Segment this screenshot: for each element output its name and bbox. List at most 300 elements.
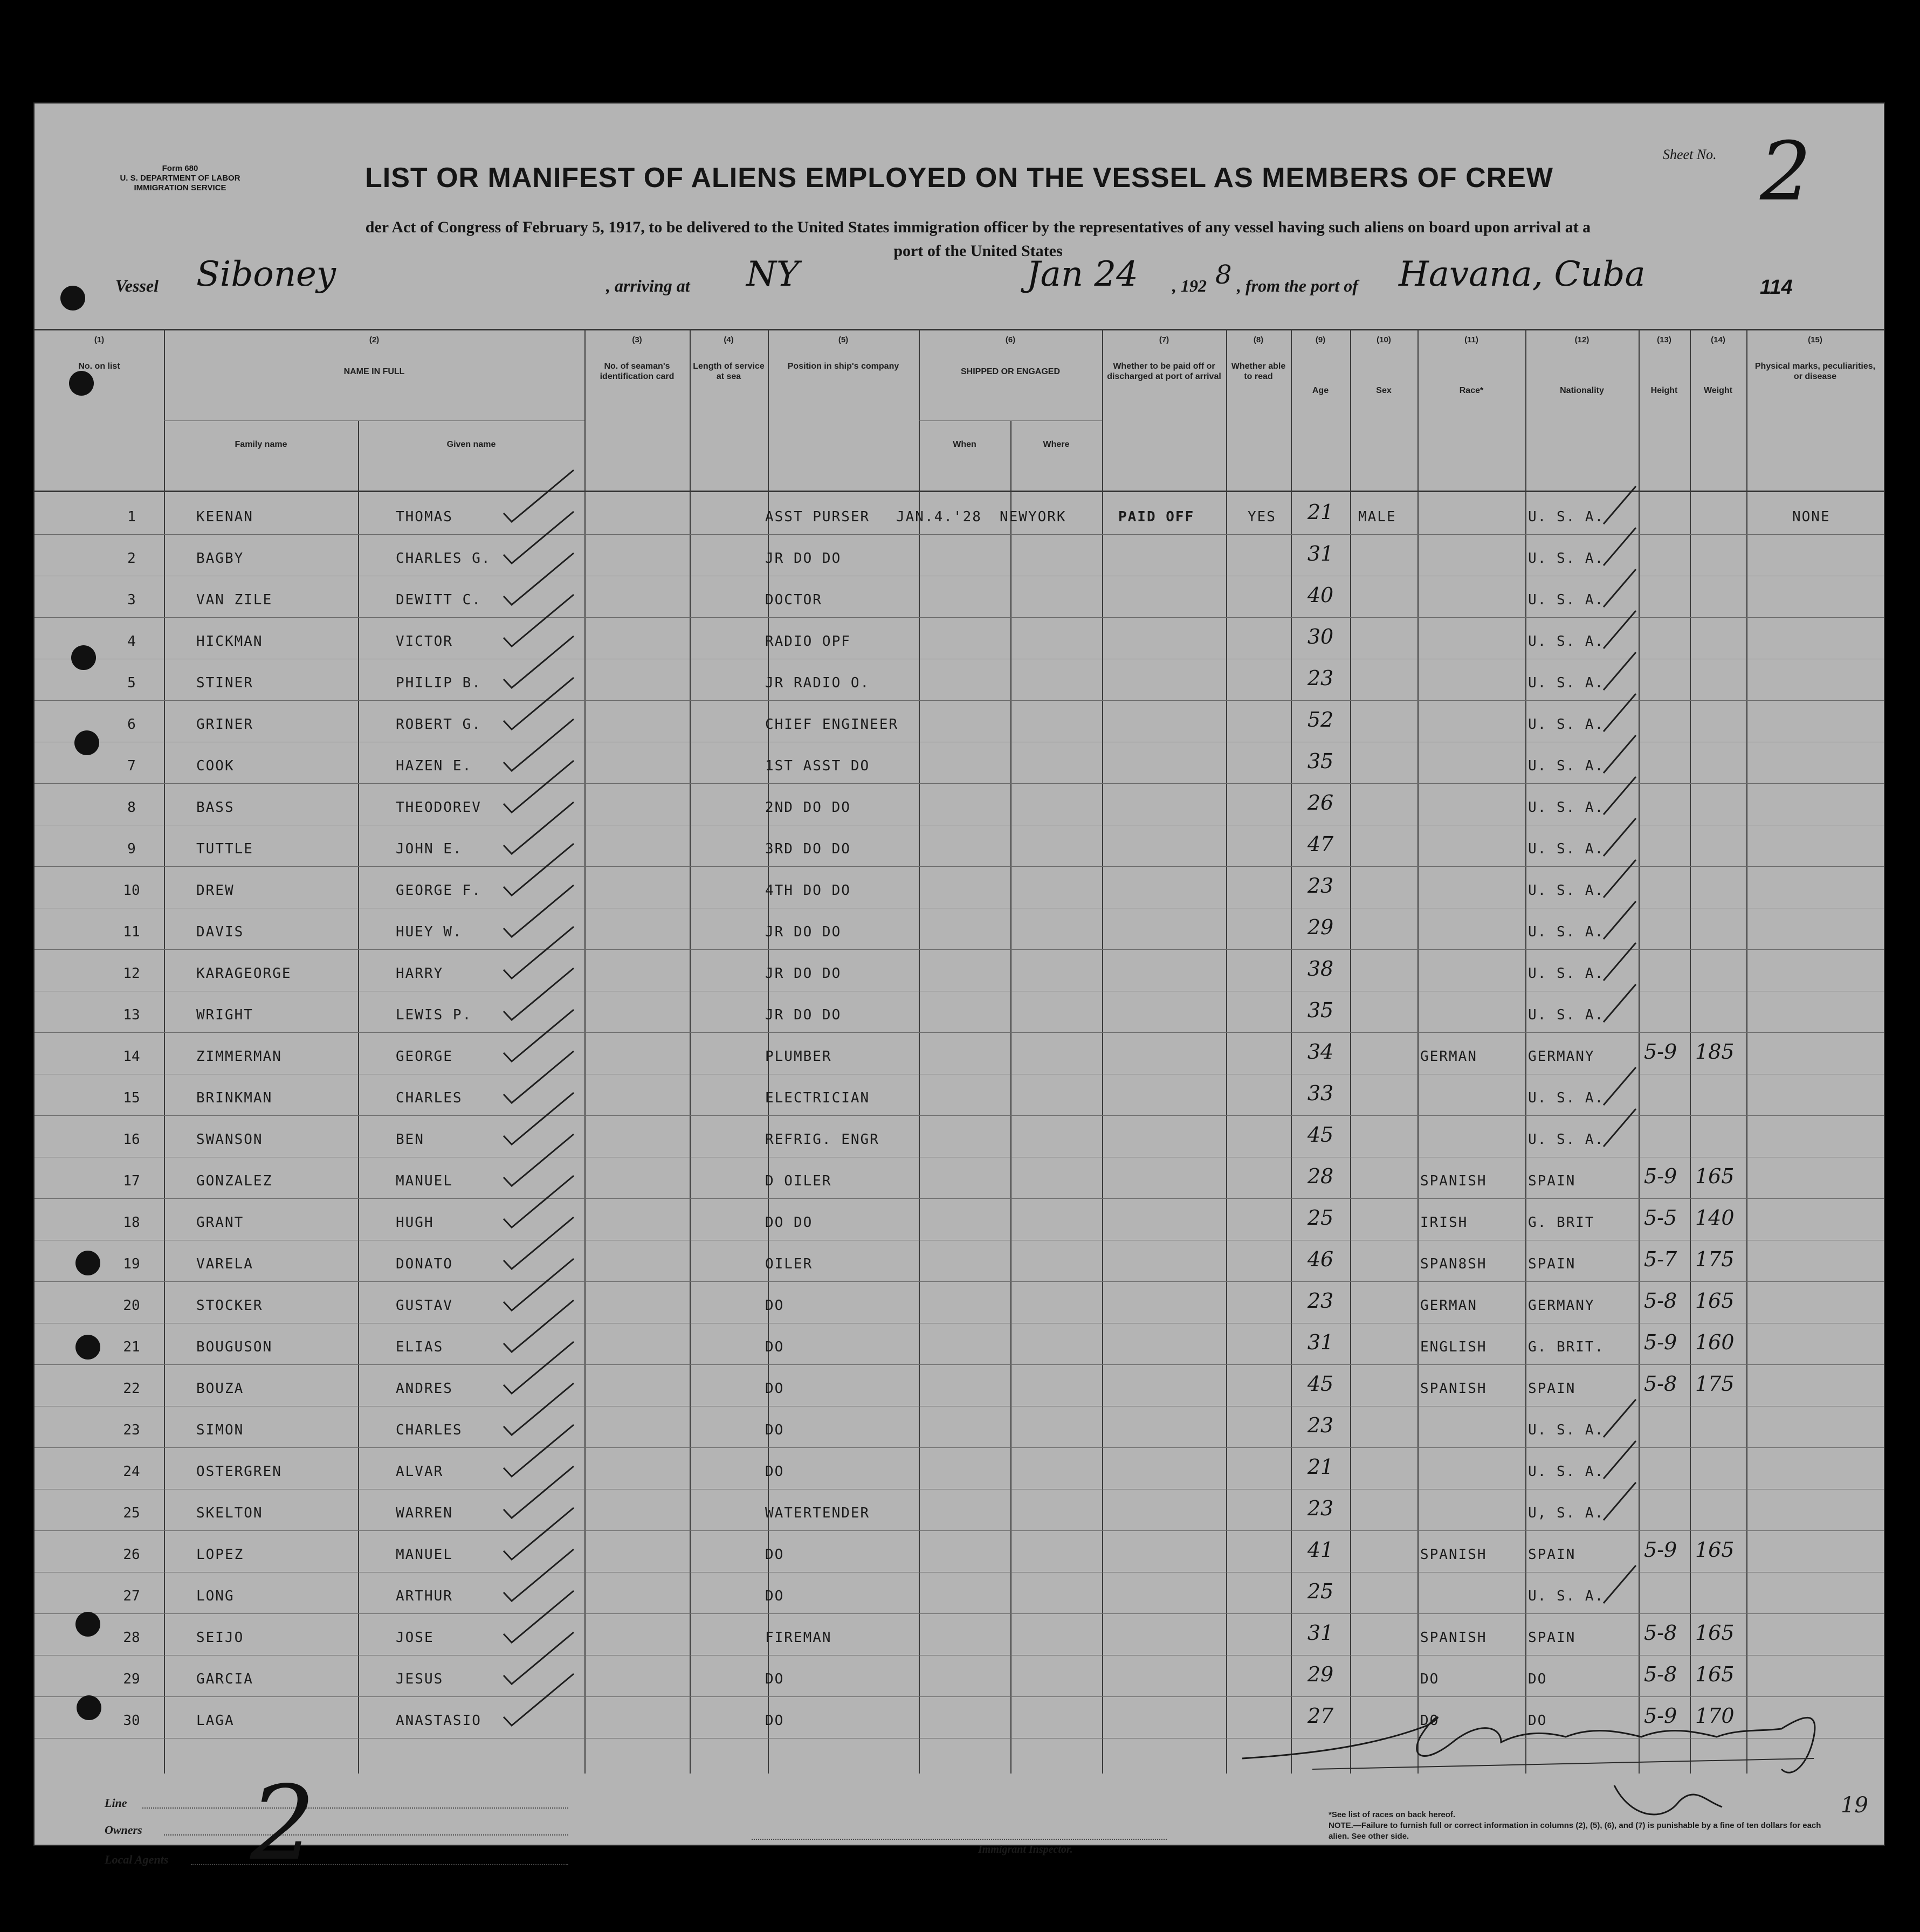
column-number: (2) bbox=[369, 335, 380, 344]
nationality: G. BRIT bbox=[1528, 1215, 1595, 1231]
table-row bbox=[35, 1489, 1884, 1530]
nationality: U. S. A. bbox=[1528, 550, 1605, 567]
race: GERMAN bbox=[1420, 1298, 1477, 1314]
position: 4TH DO DO bbox=[765, 882, 851, 899]
family-name: STOCKER bbox=[196, 1298, 263, 1314]
local-agents-label: Local Agents bbox=[105, 1853, 169, 1866]
given-name: VICTOR bbox=[396, 633, 453, 650]
column-header-c10: Sex bbox=[1376, 386, 1392, 395]
column-number: (5) bbox=[838, 335, 849, 344]
when-header: When bbox=[953, 440, 976, 449]
position: DO DO bbox=[765, 1215, 813, 1231]
weight: 175 bbox=[1695, 1247, 1735, 1271]
age: 26 bbox=[1307, 791, 1334, 815]
row-number: 25 bbox=[123, 1505, 140, 1521]
age: 33 bbox=[1307, 1081, 1334, 1105]
nationality: SPAIN bbox=[1528, 1630, 1576, 1646]
position: OILER bbox=[765, 1256, 813, 1272]
family-name: HICKMAN bbox=[196, 633, 263, 650]
race: SPANISH bbox=[1420, 1630, 1487, 1646]
age: 23 bbox=[1307, 1413, 1334, 1437]
position: DO bbox=[765, 1422, 784, 1438]
position: FIREMAN bbox=[765, 1630, 832, 1646]
physical-marks: NONE bbox=[1792, 509, 1830, 525]
age: 31 bbox=[1307, 1621, 1334, 1645]
nationality: U. S. A. bbox=[1528, 1007, 1605, 1023]
nationality: U. S. A. bbox=[1528, 924, 1605, 940]
weight: 165 bbox=[1695, 1164, 1735, 1188]
height: 5-8 bbox=[1644, 1289, 1677, 1313]
race: IRISH bbox=[1420, 1215, 1468, 1231]
position: D OILER bbox=[765, 1173, 832, 1189]
row-number: 15 bbox=[123, 1090, 140, 1106]
position: 3RD DO DO bbox=[765, 841, 851, 857]
position: CHIEF ENGINEER bbox=[765, 716, 899, 733]
weight: 140 bbox=[1695, 1206, 1735, 1230]
given-name: CHARLES bbox=[396, 1422, 463, 1438]
table-row bbox=[35, 949, 1884, 991]
row-number: 28 bbox=[123, 1630, 140, 1646]
sheet-number: 2 bbox=[1760, 125, 1812, 219]
arrival-date: Jan 24 bbox=[1027, 254, 1138, 294]
shipped-where: NEWYORK bbox=[1000, 509, 1066, 525]
age: 23 bbox=[1307, 1289, 1334, 1313]
row-number: 20 bbox=[123, 1298, 140, 1314]
nationality: U. S. A. bbox=[1528, 965, 1605, 982]
where-header: Where bbox=[1043, 440, 1070, 449]
family-name: BOUZA bbox=[196, 1381, 244, 1397]
age: 52 bbox=[1307, 708, 1334, 732]
nationality: SPAIN bbox=[1528, 1547, 1576, 1563]
vessel-name: Siboney bbox=[196, 254, 336, 294]
family-name: LONG bbox=[196, 1588, 235, 1604]
from-port: Havana, Cuba bbox=[1399, 254, 1646, 294]
table-row bbox=[35, 493, 1884, 534]
nationality: U. S. A. bbox=[1528, 633, 1605, 650]
owners-field bbox=[164, 1834, 568, 1836]
table-row bbox=[35, 825, 1884, 866]
column-header-c11: Race* bbox=[1459, 386, 1484, 395]
family-name: SWANSON bbox=[196, 1131, 263, 1148]
position: 2ND DO DO bbox=[765, 799, 851, 816]
year-prefix: , 192 bbox=[1172, 276, 1207, 295]
row-number: 11 bbox=[123, 924, 140, 940]
manifest-sheet bbox=[33, 102, 1885, 1883]
age: 31 bbox=[1307, 542, 1334, 565]
binder-hole bbox=[75, 1612, 100, 1637]
binder-hole bbox=[75, 1335, 100, 1360]
local-agents-field bbox=[191, 1864, 568, 1865]
race: SPAN8SH bbox=[1420, 1256, 1487, 1272]
table-row bbox=[35, 1572, 1884, 1613]
height: 5-7 bbox=[1644, 1247, 1677, 1271]
family-name: BRINKMAN bbox=[196, 1090, 273, 1106]
family-name: DAVIS bbox=[196, 924, 244, 940]
family-name: KEENAN bbox=[196, 509, 253, 525]
family-name: SKELTON bbox=[196, 1505, 263, 1521]
age: 29 bbox=[1307, 1662, 1334, 1686]
given-name: PHILIP B. bbox=[396, 675, 481, 691]
department-name: U. S. DEPARTMENT OF LABOR bbox=[120, 174, 240, 183]
family-name: BOUGUSON bbox=[196, 1339, 273, 1355]
position: JR RADIO O. bbox=[765, 675, 870, 691]
position: PLUMBER bbox=[765, 1048, 832, 1065]
nationality: U. S. A. bbox=[1528, 1464, 1605, 1480]
family-name-header: Family name bbox=[235, 440, 287, 449]
race: ENGLISH bbox=[1420, 1339, 1487, 1355]
family-name: GARCIA bbox=[196, 1671, 253, 1687]
table-row bbox=[35, 700, 1884, 742]
table-row bbox=[35, 783, 1884, 825]
given-name: MANUEL bbox=[396, 1547, 453, 1563]
column-header-c12: Nationality bbox=[1560, 386, 1604, 395]
table-row bbox=[35, 1240, 1884, 1281]
row-number: 23 bbox=[123, 1422, 140, 1438]
height: 5-9 bbox=[1644, 1330, 1677, 1354]
position: 1ST ASST DO bbox=[765, 758, 870, 774]
nationality: U. S. A. bbox=[1528, 675, 1605, 691]
family-name: KARAGEORGE bbox=[196, 965, 292, 982]
nationality: G. BRIT. bbox=[1528, 1339, 1605, 1355]
race: SPANISH bbox=[1420, 1547, 1487, 1563]
nationality: GERMANY bbox=[1528, 1048, 1595, 1065]
sheet-number-label: Sheet No. bbox=[1663, 147, 1717, 162]
nationality: U, S. A. bbox=[1528, 1505, 1605, 1521]
table-row bbox=[35, 659, 1884, 700]
row-number: 16 bbox=[123, 1131, 140, 1148]
row-number: 6 bbox=[127, 716, 136, 733]
column-number: (11) bbox=[1464, 335, 1478, 344]
given-name: THOMAS bbox=[396, 509, 453, 525]
table-row bbox=[35, 1115, 1884, 1157]
row-number: 18 bbox=[123, 1215, 140, 1231]
nationality: U. S. A. bbox=[1528, 1131, 1605, 1148]
table-row bbox=[35, 1074, 1884, 1115]
vessel-info bbox=[115, 254, 1841, 308]
row-number: 22 bbox=[123, 1381, 140, 1397]
row-number: 2 bbox=[127, 550, 136, 567]
nationality: U. S. A. bbox=[1528, 758, 1605, 774]
column-number: (15) bbox=[1808, 335, 1822, 344]
nationality: DO bbox=[1528, 1671, 1547, 1687]
nationality: SPAIN bbox=[1528, 1173, 1576, 1189]
given-name: MANUEL bbox=[396, 1173, 453, 1189]
age: 25 bbox=[1307, 1206, 1334, 1230]
given-name: BEN bbox=[396, 1131, 424, 1148]
height: 5-8 bbox=[1644, 1621, 1677, 1645]
height: 5-9 bbox=[1644, 1164, 1677, 1188]
column-number: (12) bbox=[1574, 335, 1589, 344]
initial-number: 19 bbox=[1841, 1793, 1868, 1818]
crew-table bbox=[35, 329, 1884, 1774]
given-name: HARRY bbox=[396, 965, 444, 982]
column-number: (8) bbox=[1253, 335, 1264, 344]
shipped-when: JAN.4.'28 bbox=[896, 509, 982, 525]
nationality: DO bbox=[1528, 1713, 1547, 1729]
row-number: 10 bbox=[123, 882, 140, 899]
height: 5-9 bbox=[1644, 1704, 1677, 1728]
given-name: CHARLES G. bbox=[396, 550, 491, 567]
service-name: IMMIGRATION SERVICE bbox=[134, 183, 226, 192]
table-row bbox=[35, 742, 1884, 783]
height: 5-5 bbox=[1644, 1206, 1677, 1230]
table-row bbox=[35, 1323, 1884, 1364]
family-name: LAGA bbox=[196, 1713, 235, 1729]
position: DO bbox=[765, 1381, 784, 1397]
column-number: (4) bbox=[724, 335, 734, 344]
binder-hole bbox=[74, 730, 99, 755]
given-name: JOSE bbox=[396, 1630, 434, 1646]
nationality: U. S. A. bbox=[1528, 799, 1605, 816]
age: 25 bbox=[1307, 1579, 1334, 1603]
page-number: 114 bbox=[1760, 276, 1793, 299]
family-name: SIMON bbox=[196, 1422, 244, 1438]
given-name: ROBERT G. bbox=[396, 716, 481, 733]
weight: 160 bbox=[1695, 1330, 1735, 1354]
subtitle-line-1: der Act of Congress of February 5, 1917, to be delivered to the United States immigration officer by the representatives of any vessel having such aliens on board upon arrival at a bbox=[365, 218, 1591, 236]
row-number: 30 bbox=[123, 1713, 140, 1729]
arriving-label: , arriving at bbox=[606, 276, 690, 295]
inspector-label: Immigrant Inspector. bbox=[978, 1844, 1073, 1855]
position: JR DO DO bbox=[765, 924, 842, 940]
height: 5-9 bbox=[1644, 1040, 1677, 1064]
column-header-c1: No. on list bbox=[78, 362, 120, 371]
weight: 165 bbox=[1695, 1289, 1735, 1313]
family-name: SEIJO bbox=[196, 1630, 244, 1646]
officer-signature bbox=[1221, 1678, 1878, 1828]
table-row bbox=[35, 617, 1884, 659]
column-header-c5: Position in ship's company bbox=[787, 362, 899, 371]
age: 45 bbox=[1307, 1372, 1334, 1396]
given-name: WARREN bbox=[396, 1505, 453, 1521]
family-name: GRANT bbox=[196, 1215, 244, 1231]
column-number: (6) bbox=[1005, 335, 1016, 344]
nationality: U. S. A. bbox=[1528, 1588, 1605, 1604]
table-row bbox=[35, 1530, 1884, 1572]
family-name: VAN ZILE bbox=[196, 592, 273, 608]
given-name: GEORGE bbox=[396, 1048, 453, 1065]
row-number: 13 bbox=[123, 1007, 140, 1023]
age: 38 bbox=[1307, 957, 1334, 981]
column-number: (3) bbox=[632, 335, 642, 344]
row-number: 26 bbox=[123, 1547, 140, 1563]
arriving-port: NY bbox=[746, 254, 800, 294]
height: 5-8 bbox=[1644, 1662, 1677, 1686]
row-number: 9 bbox=[127, 841, 136, 857]
handwritten-owners-mark: 2 bbox=[250, 1764, 315, 1883]
column-header-c3: No. of seaman's identification card bbox=[600, 362, 675, 381]
given-name: HUGH bbox=[396, 1215, 434, 1231]
table-row bbox=[35, 1406, 1884, 1447]
position: DO bbox=[765, 1339, 784, 1355]
form-number: Form 680 bbox=[162, 164, 198, 173]
column-header-c4: Length of service at sea bbox=[693, 362, 765, 381]
paid-off-status: PAID OFF bbox=[1118, 509, 1195, 525]
column-header-c7: Whether to be paid off or discharged at port of arrival bbox=[1107, 362, 1221, 381]
family-name: DREW bbox=[196, 882, 235, 899]
given-name: ARTHUR bbox=[396, 1588, 453, 1604]
family-name: TUTTLE bbox=[196, 841, 253, 857]
row-number: 14 bbox=[123, 1048, 140, 1065]
header-bottom-rule bbox=[35, 491, 1884, 492]
column-number: (13) bbox=[1657, 335, 1671, 344]
race: SPANISH bbox=[1420, 1173, 1487, 1189]
table-row bbox=[35, 1157, 1884, 1198]
family-name: GONZALEZ bbox=[196, 1173, 273, 1189]
race: DO bbox=[1420, 1671, 1440, 1687]
row-number: 7 bbox=[127, 758, 136, 774]
nationality: U. S. A. bbox=[1528, 1422, 1605, 1438]
family-name: GRINER bbox=[196, 716, 253, 733]
given-name: JESUS bbox=[396, 1671, 444, 1687]
position: DO bbox=[765, 1547, 784, 1563]
line-label: Line bbox=[105, 1796, 127, 1810]
age: 30 bbox=[1307, 625, 1334, 648]
height: 5-9 bbox=[1644, 1538, 1677, 1562]
weight: 165 bbox=[1695, 1621, 1735, 1645]
age: 34 bbox=[1307, 1040, 1334, 1064]
family-name: LOPEZ bbox=[196, 1547, 244, 1563]
row-number: 27 bbox=[123, 1588, 140, 1604]
table-row bbox=[35, 1281, 1884, 1323]
binder-hole bbox=[69, 371, 94, 396]
table-row bbox=[35, 1364, 1884, 1406]
age: 35 bbox=[1307, 998, 1334, 1022]
row-number: 1 bbox=[127, 509, 136, 525]
table-top-rule bbox=[35, 329, 1884, 330]
binder-hole bbox=[77, 1695, 101, 1720]
given-name: DEWITT C. bbox=[396, 592, 481, 608]
column-header-c2: NAME IN FULL bbox=[343, 367, 405, 376]
column-number: (1) bbox=[94, 335, 105, 344]
column-header-c13: Height bbox=[1650, 386, 1678, 395]
table-row bbox=[35, 1032, 1884, 1074]
position: DOCTOR bbox=[765, 592, 822, 608]
age: 45 bbox=[1307, 1123, 1334, 1147]
height: 5-8 bbox=[1644, 1372, 1677, 1396]
column-header-c8: Whether able to read bbox=[1231, 362, 1286, 381]
column-number: (9) bbox=[1315, 335, 1326, 344]
able-to-read: YES bbox=[1248, 509, 1276, 525]
row-number: 24 bbox=[123, 1464, 140, 1480]
row-number: 4 bbox=[127, 633, 136, 650]
age: 23 bbox=[1307, 874, 1334, 898]
vessel-label: Vessel bbox=[115, 276, 159, 295]
position: RADIO OPF bbox=[765, 633, 851, 650]
nationality: U. S. A. bbox=[1528, 882, 1605, 899]
row-number: 8 bbox=[127, 799, 136, 816]
position: DO bbox=[765, 1713, 784, 1729]
column-number: (10) bbox=[1377, 335, 1391, 344]
race: DO bbox=[1420, 1713, 1440, 1729]
race: SPANISH bbox=[1420, 1381, 1487, 1397]
given-name: ANDRES bbox=[396, 1381, 453, 1397]
row-number: 5 bbox=[127, 675, 136, 691]
age: 41 bbox=[1307, 1538, 1334, 1562]
from-port-label: , from the port of bbox=[1237, 276, 1358, 295]
age: 21 bbox=[1307, 1455, 1334, 1479]
table-row bbox=[35, 1447, 1884, 1489]
nationality: U. S. A. bbox=[1528, 1090, 1605, 1106]
position: DO bbox=[765, 1298, 784, 1314]
family-name: COOK bbox=[196, 758, 235, 774]
nationality: U. S. A. bbox=[1528, 716, 1605, 733]
year-suffix: 8 bbox=[1215, 260, 1232, 290]
age: 47 bbox=[1307, 832, 1334, 856]
given-name: DONATO bbox=[396, 1256, 453, 1272]
owners-label: Owners bbox=[105, 1823, 142, 1837]
given-name: HUEY W. bbox=[396, 924, 463, 940]
nationality: SPAIN bbox=[1528, 1256, 1576, 1272]
age: 29 bbox=[1307, 915, 1334, 939]
position: JR DO DO bbox=[765, 965, 842, 982]
given-name: GUSTAV bbox=[396, 1298, 453, 1314]
table-row bbox=[35, 576, 1884, 617]
subtitle-line-2: port of the United States bbox=[893, 242, 1063, 260]
nationality: SPAIN bbox=[1528, 1381, 1576, 1397]
nationality: U. S. A. bbox=[1528, 509, 1605, 525]
weight: 185 bbox=[1695, 1040, 1735, 1064]
given-name: JOHN E. bbox=[396, 841, 463, 857]
position: WATERTENDER bbox=[765, 1505, 870, 1521]
weight: 170 bbox=[1695, 1704, 1735, 1728]
family-name: BAGBY bbox=[196, 550, 244, 567]
position: ELECTRICIAN bbox=[765, 1090, 870, 1106]
family-name: WRIGHT bbox=[196, 1007, 253, 1023]
table-row bbox=[35, 991, 1884, 1032]
penalty-footnote: NOTE.—Failure to furnish full or correct information in columns (2), (5), (6), and (7) is punishable by a fine of ten dollars for each alien. See other side. bbox=[1329, 1821, 1821, 1841]
age: 31 bbox=[1307, 1330, 1334, 1354]
given-name: THEODOREV bbox=[396, 799, 481, 816]
nationality: GERMANY bbox=[1528, 1298, 1595, 1314]
binder-hole bbox=[75, 1251, 100, 1275]
row-number: 17 bbox=[123, 1173, 140, 1189]
race: GERMAN bbox=[1420, 1048, 1477, 1065]
page-title: LIST OR MANIFEST OF ALIENS EMPLOYED ON THE VESSEL AS MEMBERS OF CREW bbox=[365, 162, 1553, 194]
age: 27 bbox=[1307, 1704, 1334, 1728]
position: DO bbox=[765, 1671, 784, 1687]
age: 40 bbox=[1307, 583, 1334, 607]
shipped-header-rule bbox=[919, 420, 1102, 421]
age: 46 bbox=[1307, 1247, 1334, 1271]
column-header-c14: Weight bbox=[1703, 386, 1733, 395]
position: JR DO DO bbox=[765, 1007, 842, 1023]
family-name: ZIMMERMAN bbox=[196, 1048, 282, 1065]
column-number: (7) bbox=[1159, 335, 1169, 344]
age: 23 bbox=[1307, 666, 1334, 690]
family-name: STINER bbox=[196, 675, 253, 691]
given-name-header: Given name bbox=[446, 440, 496, 449]
column-number: (14) bbox=[1711, 335, 1725, 344]
table-row bbox=[35, 1198, 1884, 1240]
race-footnote: *See list of races on back hereof. bbox=[1329, 1810, 1456, 1819]
given-name: CHARLES bbox=[396, 1090, 463, 1106]
position: ASST PURSER bbox=[765, 509, 870, 525]
row-number: 19 bbox=[123, 1256, 140, 1272]
given-name: LEWIS P. bbox=[396, 1007, 472, 1023]
binder-hole bbox=[60, 286, 85, 310]
given-name: ANASTASIO bbox=[396, 1713, 481, 1729]
column-header-c6: SHIPPED OR ENGAGED bbox=[960, 367, 1061, 376]
table-row bbox=[35, 534, 1884, 576]
inspector-signature-line bbox=[752, 1838, 1167, 1840]
binder-hole bbox=[71, 645, 96, 670]
age: 21 bbox=[1307, 500, 1334, 524]
given-name: HAZEN E. bbox=[396, 758, 472, 774]
row-number: 3 bbox=[127, 592, 136, 608]
family-name: OSTERGREN bbox=[196, 1464, 282, 1480]
column-header-c15: Physical marks, peculiarities, or disease bbox=[1754, 362, 1876, 381]
